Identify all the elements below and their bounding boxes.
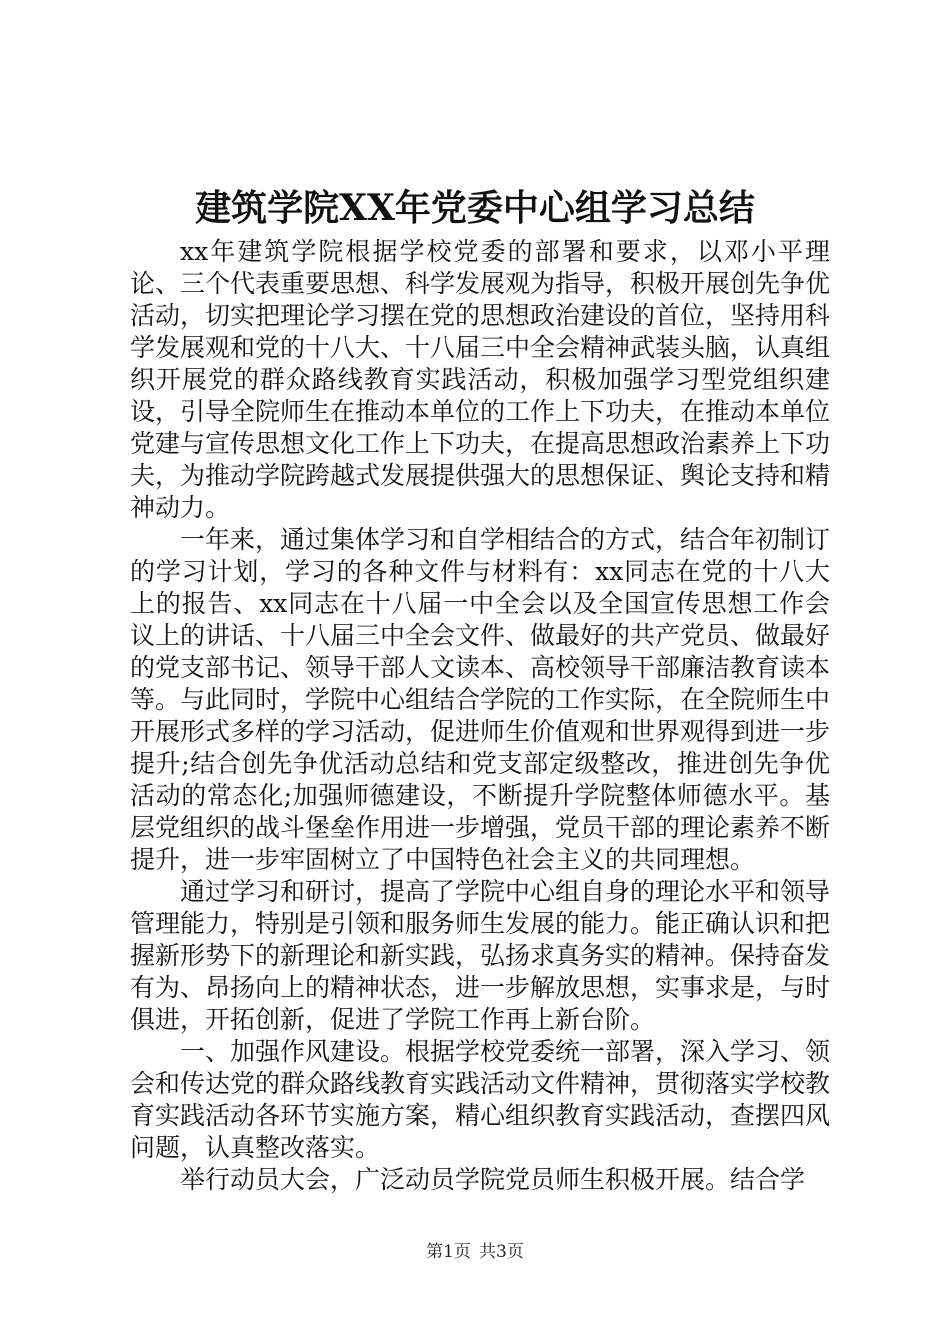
page-footer [0,1240,950,1264]
paragraph-3: 通过学习和研讨，提高了学院中心组自身的理论水平和领导管理能力，特别是引领和服务师生发展的能力。能正确认识和把握新形势下的新理论和新实践，弘扬求真务实的精神。保持奋发有为、昂扬向上的精神状态，进一步解放思想，实事求是，与时俱进，开拓创新，促进了学院工作再上新台阶。 [130,877,831,1034]
document-title: 建筑学院XX年党委中心组学习总结 [195,187,755,229]
document-body [130,236,830,1196]
paragraph-1: xx年建筑学院根据学校党委的部署和要求，以邓小平理论、三个代表重要思想、科学发展观为指导，积极开展创先争优活动，切实把理论学习摆在党的思想政治建设的首位，坚持用科学发展观和党的十八大、十八届三中全会精神武装头脑，认真组织开展党的群众路线教育实践活动，积极加强学习型党组织建设，引导全院师生在推动本单位的工作上下功夫，在推动本单位党建与宣传思想文化工作上下功夫，在提高思想政治素养上下功夫，为推动学院跨越式发展提供强大的思想保证、舆论支持和精神动力。 [130,237,831,522]
paragraph-4: 一、加强作风建设。根据学校党委统一部署，深入学习、领会和传达党的群众路线教育实践活动文件精神，贯彻落实学校教育实践活动各环节实施方案，精心组织教育实践活动，查摆四风问题，认真整改落实。 [130,1037,831,1162]
paragraph-5: 举行动员大会，广泛动员学院党员师生积极开展。结合学 [180,1165,806,1194]
paragraph-2: 一年来，通过集体学习和自学相结合的方式，结合年初制订的学习计划，学习的各种文件与材料有：xx同志在党的十八大上的报告、xx同志在十八届一中全会以及全国宣传思想工作会议上的讲话、十八届三中全会文件、做最好的共产党员、做最好的党支部书记、领导干部人文读本、高校领导干部廉洁教育读本等。与此同时，学院中心组结合学院的工作实际，在全院师生中开展形式多样的学习活动，促进师生价值观和世界观得到进一步提升;结合创先争优活动总结和党支部定级整改，推进创先争优活动的常态化;加强师德建设，不断提升学院整体师德水平。基层党组织的战斗堡垒作用进一步增强，党员干部的理论素养不断提升，进一步牢固树立了中国特色社会主义的共同理想。 [130,525,831,874]
page-number: 第1页 [426,1242,471,1262]
page-total: 共3页 [479,1242,524,1262]
